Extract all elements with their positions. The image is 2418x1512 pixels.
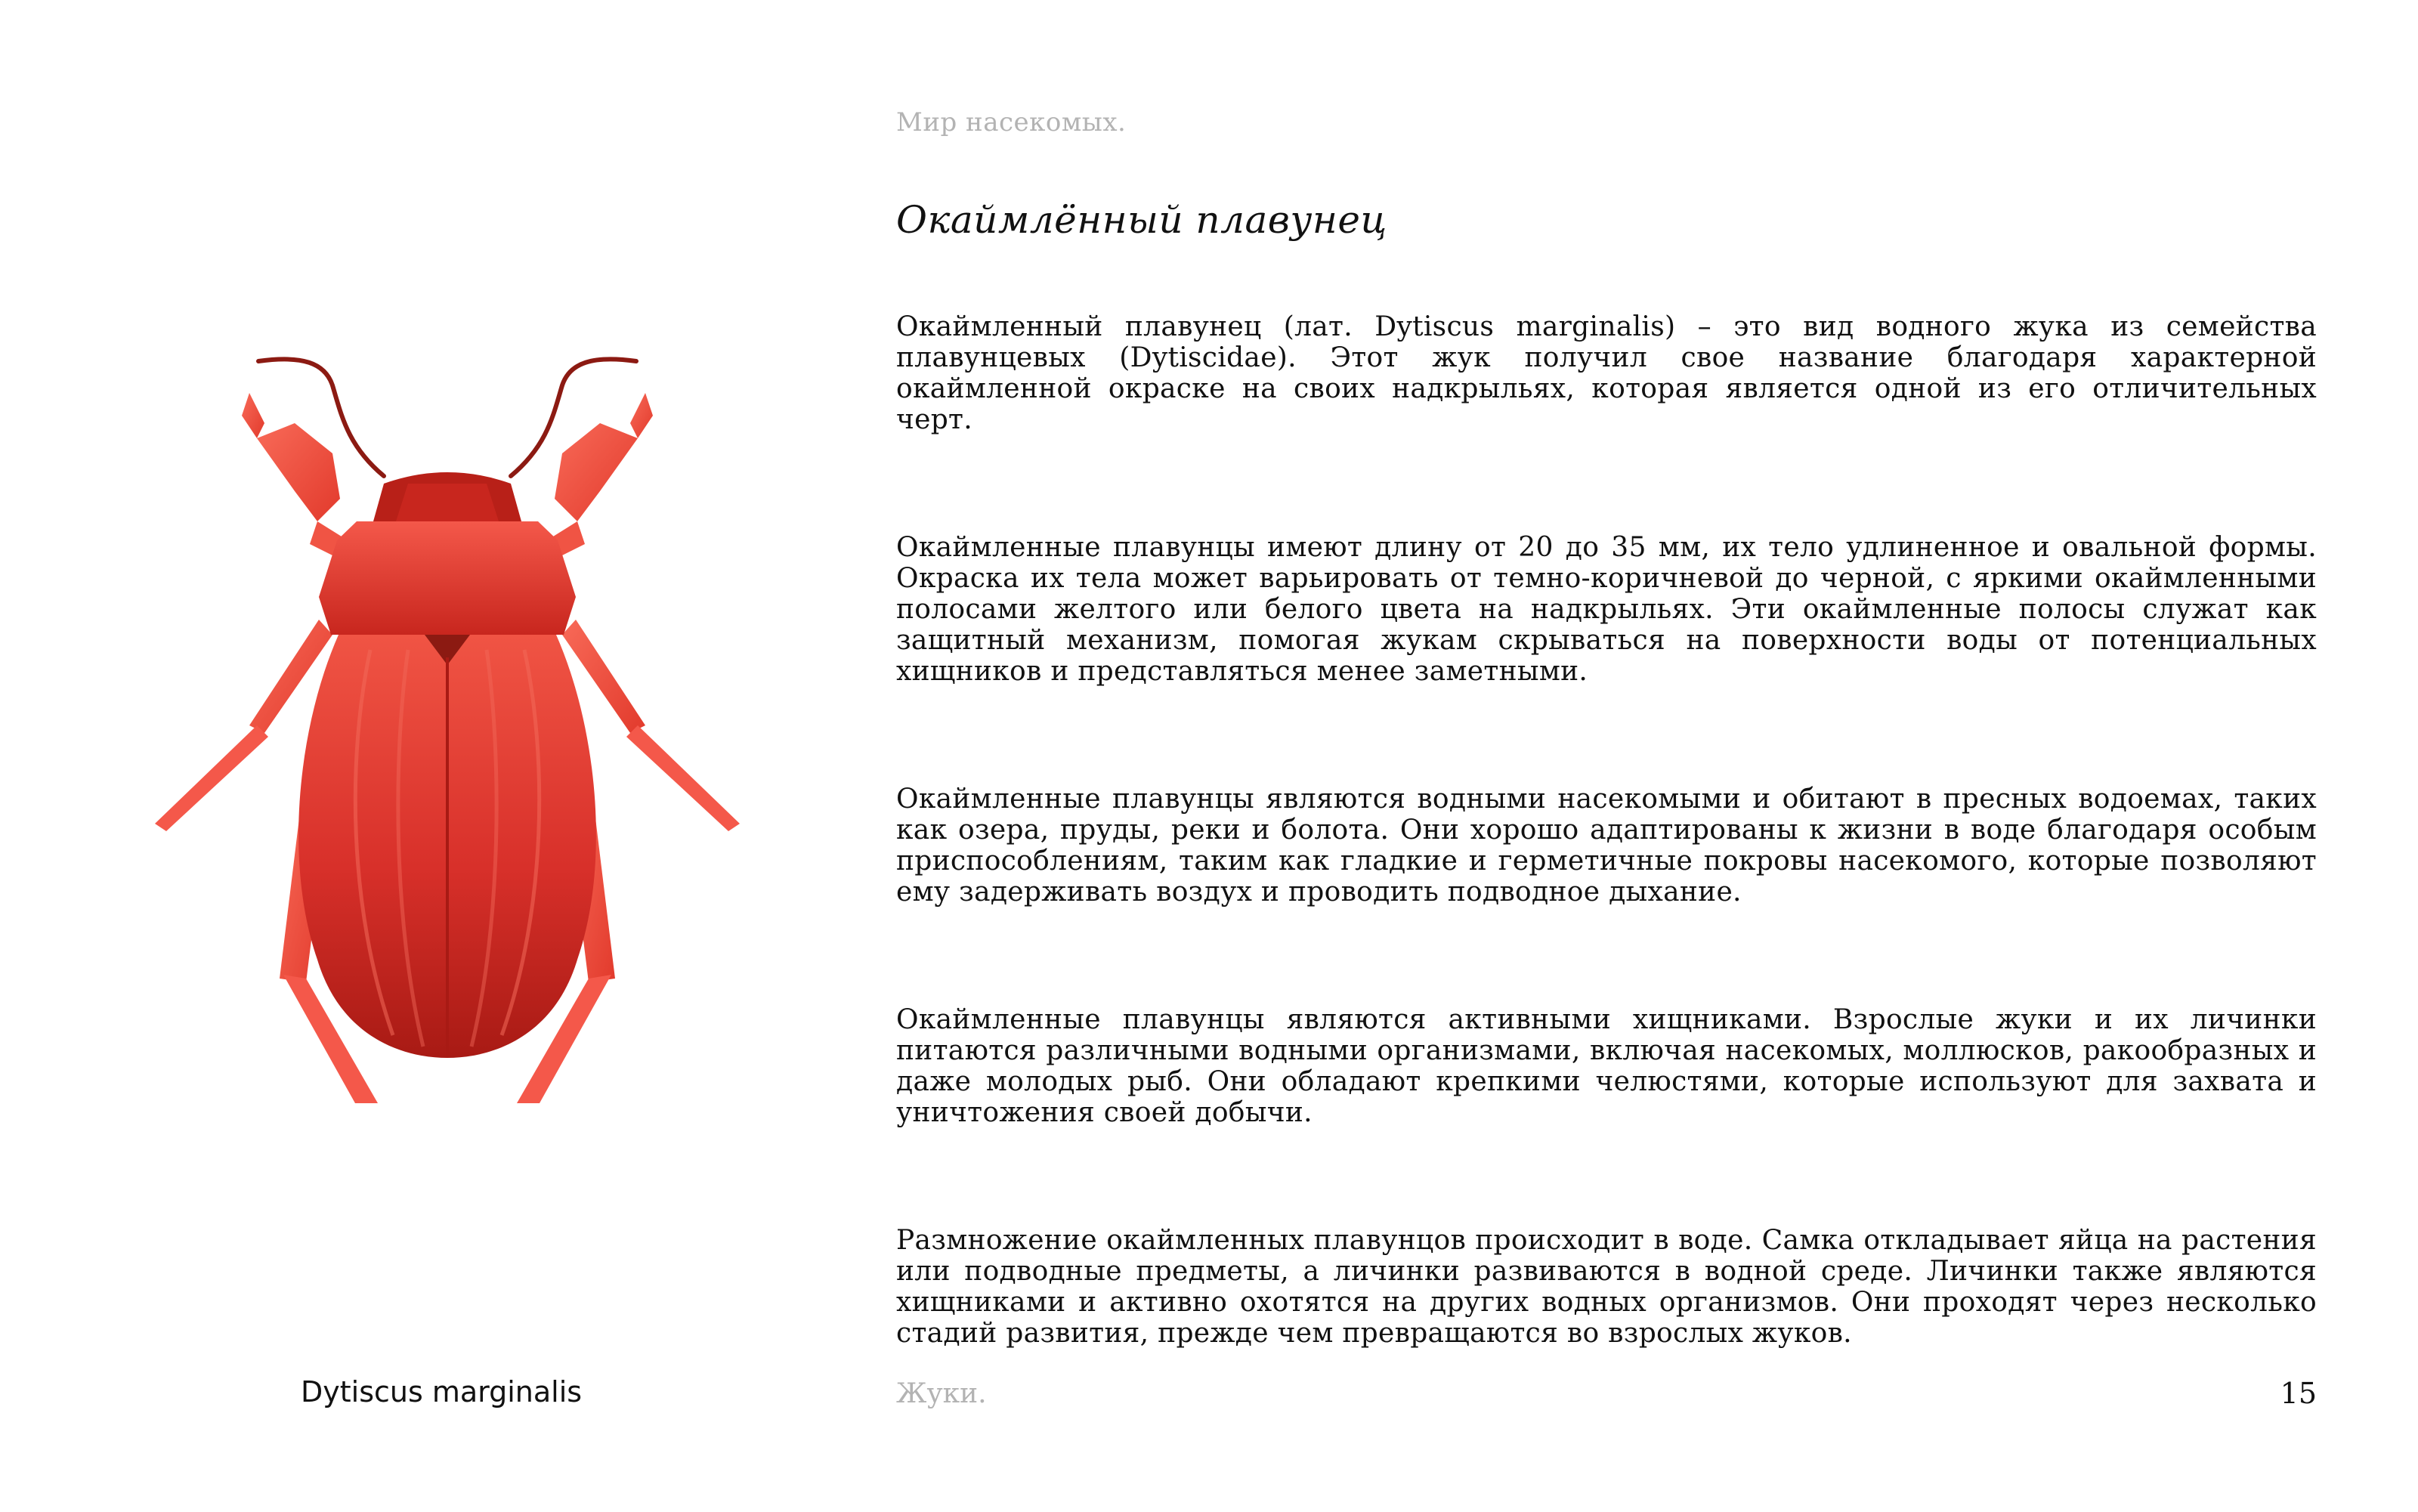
figure-caption: Dytiscus marginalis [301,1375,583,1408]
paragraph: Окаймленный плавунец (лат. Dytiscus marginalis) – это вид водного жука из семейства плавунцевых (Dytiscidae). Этот жук получил свое название благодаря характерной окаймленной окраске на своих надкрыльях, которая является одной из его отличительных черт. [896,311,2317,435]
article-body [896,311,2317,1446]
page-number: 15 [2280,1377,2317,1410]
paragraph: Размножение окаймленных плавунцов происходит в воде. Самка откладывает яйца на растения или подводные предметы, а личинки развиваются в водной среде. Личинки также являются хищниками и активно охотятся на других водных организмов. Они проходят через несколько стадий развития, прежде чем превращаются во взрослых жуков. [896,1225,2317,1349]
article-title: Окаймлённый плавунец [896,198,1387,242]
paragraph: Окаймленные плавунцы являются водными насекомыми и обитают в пресных водоемах, таких как озера, пруды, реки и болота. Они хорошо адаптированы к жизни в воде благодаря особым приспособлениям, таким как гладкие и герметичные покровы насекомого, которые позволяют ему задерживать воздух и проводить подводное дыхание. [896,784,2317,908]
paragraph: Окаймленные плавунцы являются активными хищниками. Взрослые жуки и их личинки питаются различными водными организмами, включая насекомых, моллюсков, ракообразных и даже молодых рыб. Они обладают крепкими челюстями, которые используют для захвата и уничтожения своей добычи. [896,1004,2317,1128]
beetle-illustration [144,332,763,1118]
paragraph: Окаймленные плавунцы имеют длину от 20 до 35 мм, их тело удлиненное и овальной формы. Окраска их тела может варьировать от темно-коричневой до черной, с яркими окаймленными полосами желтого или белого цвета на надкрыльях. Эти окаймленные полосы служат как защитный механизм, помогая жукам скрываться на поверхности воды от потенциальных хищников и представляться менее заметными. [896,532,2317,687]
running-header: Мир насекомых. [896,107,1127,138]
section-footer: Жуки. [896,1378,987,1409]
